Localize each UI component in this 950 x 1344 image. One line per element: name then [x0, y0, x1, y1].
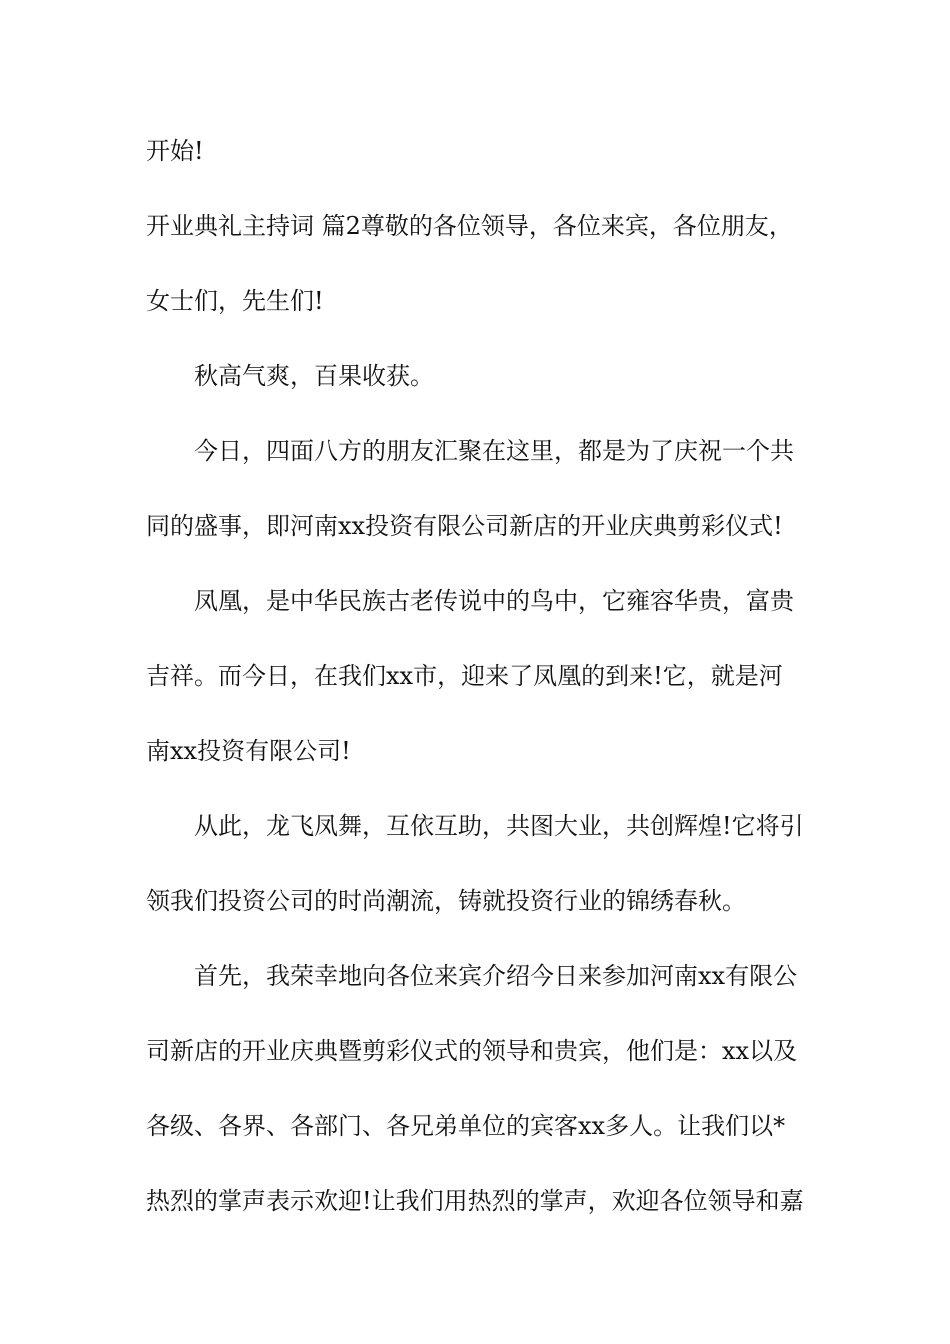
paragraph-start-line: 秋高气爽，百果收获。: [194, 362, 434, 390]
paragraph-start-line: 今日，四面八方的朋友汇聚在这里，都是为了庆祝一个共: [194, 437, 794, 465]
text-line: 同的盛事，即河南xx投资有限公司新店的开业庆典剪彩仪式!: [146, 512, 783, 540]
paragraph-start-line: 凤凰，是中华民族古老传说中的鸟中，它雍容华贵，富贵: [194, 587, 794, 615]
text-line: 开始!: [146, 137, 204, 165]
text-line: 各级、各界、各部门、各兄弟单位的宾客xx多人。让我们以*: [146, 1112, 786, 1140]
text-line: 热烈的掌声表示欢迎!让我们用热烈的掌声，欢迎各位领导和嘉: [146, 1187, 804, 1215]
text-line: 女士们，先生们!: [146, 287, 324, 315]
text-line: 吉祥。而今日，在我们xx市，迎来了凤凰的到来!它，就是河: [146, 662, 783, 690]
paragraph-start-line: 从此，龙飞凤舞，互依互助，共图大业，共创辉煌!它将引: [194, 812, 804, 840]
text-line: 司新店的开业庆典暨剪彩仪式的领导和贵宾，他们是：xx以及: [146, 1037, 798, 1065]
text-line: 南xx投资有限公司!: [146, 737, 351, 765]
text-line: 开业典礼主持词 篇2尊敬的各位领导，各位来宾，各位朋友，: [146, 212, 793, 240]
paragraph-start-line: 首先，我荣幸地向各位来宾介绍今日来参加河南xx有限公: [194, 962, 798, 990]
text-line: 领我们投资公司的时尚潮流，铸就投资行业的锦绣春秋。: [146, 887, 746, 915]
